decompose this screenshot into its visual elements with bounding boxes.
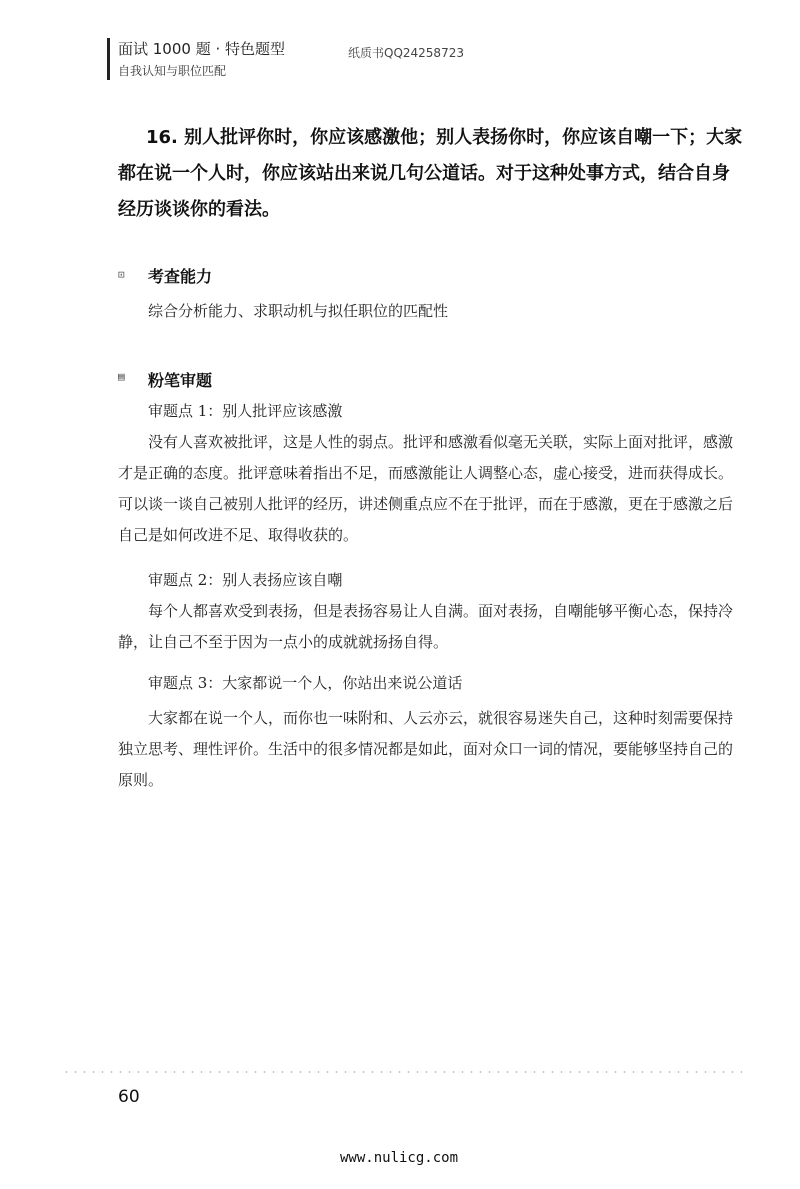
review-point-2-label: 审题点 2：别人表扬应该自嘲 bbox=[148, 571, 343, 589]
header-rule bbox=[107, 38, 110, 80]
running-header-subtitle: 自我认知与职位匹配 bbox=[118, 64, 227, 78]
analysis-heading: 粉笔审题 bbox=[148, 371, 213, 390]
review-point-3-text: 大家都在说一个人，而你也一味附和、人云亦云，就很容易迷失自己，这种时刻需要保持独立思考、理性评价。生活中的很多情况都是如此，面对众口一词的情况，要能够坚持自己的原则。 bbox=[118, 709, 734, 789]
ability-text: 综合分析能力、求职动机与拟任职位的匹配性 bbox=[148, 302, 449, 320]
ability-icon: ⊡ bbox=[118, 268, 125, 281]
review-point-2-text: 每个人都喜欢受到表扬，但是表扬容易让人自满。面对表扬，自嘲能够平衡心态，保持冷静，让自己不至于因为一点小的成就就扬扬自得。 bbox=[118, 602, 734, 651]
question-text: 16. 别人批评你时，你应该感激他；别人表扬你时，你应该自嘲一下；大家都在说一个人时，你应该站出来说几句公道话。对于这种处事方式，结合自身经历谈谈你的看法。 bbox=[118, 127, 743, 220]
footer-dotted-rule bbox=[62, 1071, 742, 1073]
page-number: 60 bbox=[118, 1087, 140, 1107]
watermark-text: 纸质书QQ24258723 bbox=[348, 46, 464, 60]
ability-heading: 考查能力 bbox=[148, 267, 213, 286]
review-point-3-label: 审题点 3：大家都说一个人，你站出来说公道话 bbox=[148, 674, 463, 692]
review-point-1-label: 审题点 1：别人批评应该感激 bbox=[148, 402, 343, 420]
analysis-icon: ▤ bbox=[118, 370, 125, 383]
footer-url: www.nulicg.com bbox=[340, 1150, 459, 1166]
review-point-1-text: 没有人喜欢被批评，这是人性的弱点。批评和感激看似毫无关联，实际上面对批评，感激才是正确的态度。批评意味着指出不足，而感激能让人调整心态，虚心接受，进而获得成长。可以谈一谈自己被别人批评的经历，讲述侧重点应不在于批评，而在于感激，更在于感激之后自己是如何改进不足、取得收获的。 bbox=[118, 433, 734, 544]
running-header-title: 面试 1000 题 · 特色题型 bbox=[118, 40, 286, 58]
